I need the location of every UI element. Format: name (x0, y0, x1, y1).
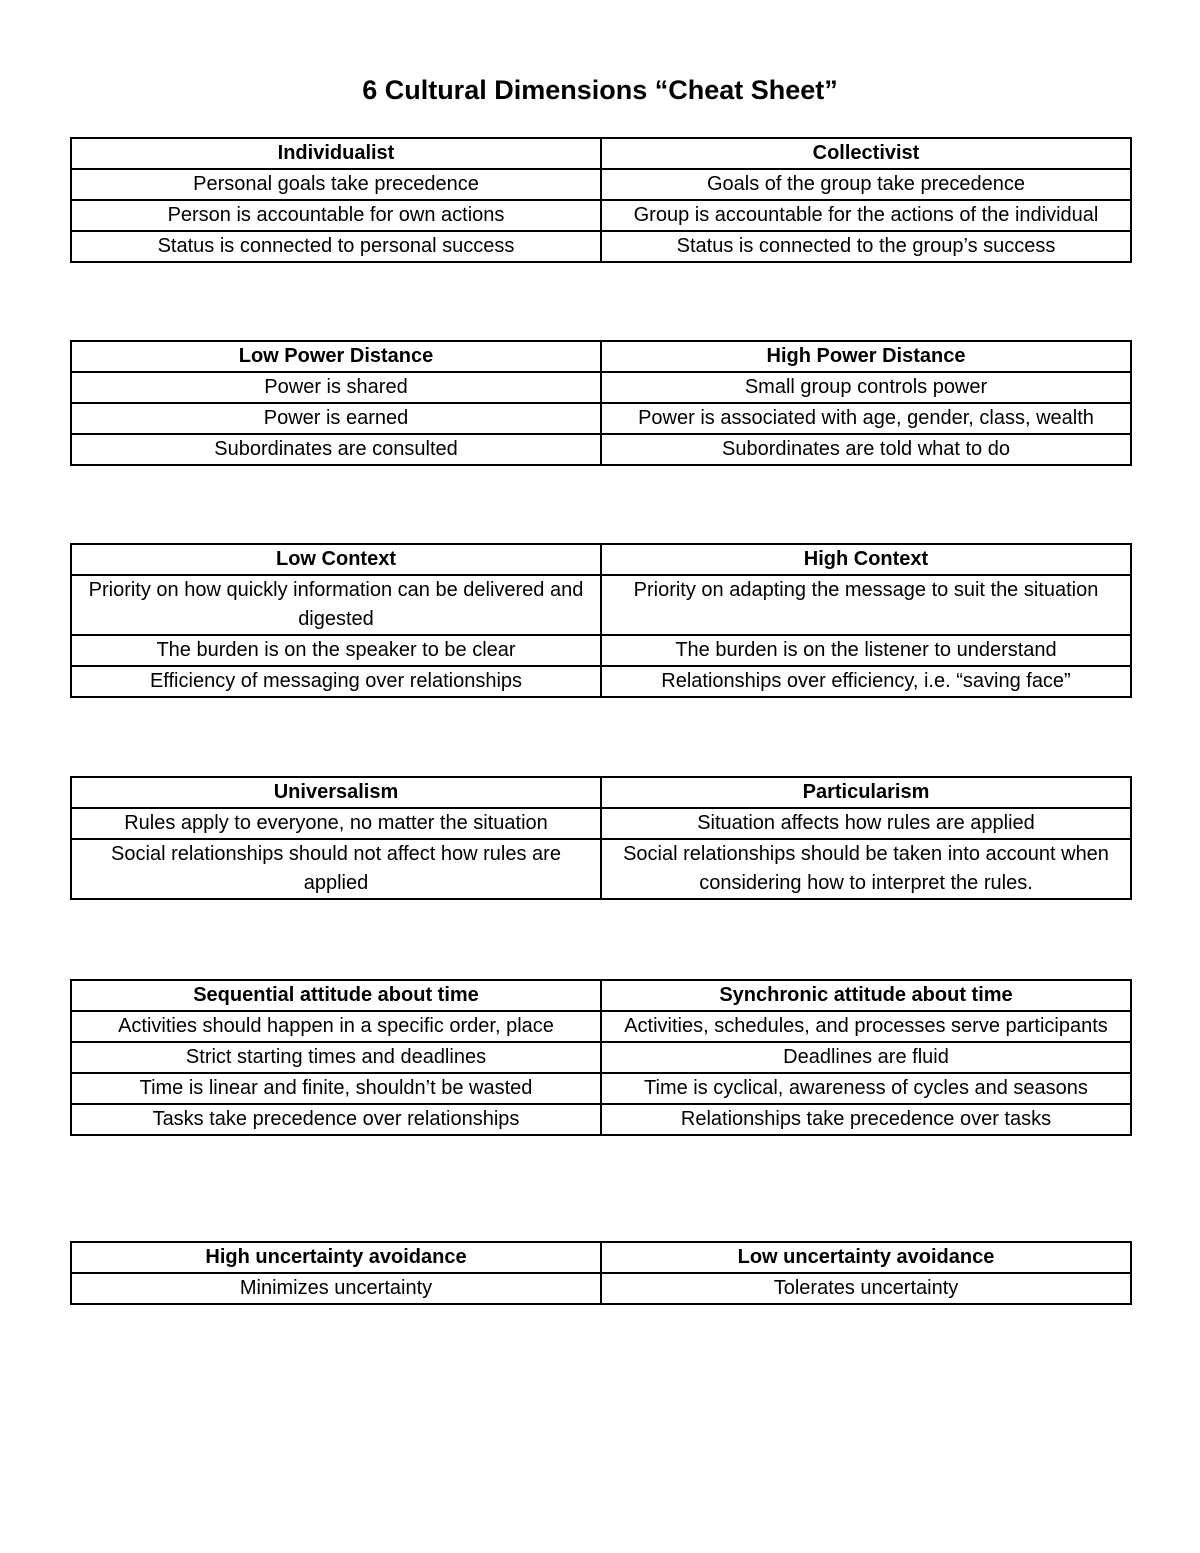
column-header: Synchronic attitude about time (601, 980, 1131, 1011)
table-row (71, 839, 1131, 899)
table-cell: Person is accountable for own actions (71, 200, 601, 231)
dimension-table-context (70, 543, 1132, 698)
column-header: Low Context (71, 544, 601, 575)
table-cell: Efficiency of messaging over relationships (71, 666, 601, 697)
table-cell: Personal goals take precedence (71, 169, 601, 200)
table-row (71, 434, 1131, 465)
table-cell: Time is linear and finite, shouldn’t be wasted (71, 1073, 601, 1104)
column-header: Universalism (71, 777, 601, 808)
column-header: Low Power Distance (71, 341, 601, 372)
table-cell: Status is connected to the group’s success (601, 231, 1131, 262)
table-header-row (71, 544, 1131, 575)
table-cell: Group is accountable for the actions of the individual (601, 200, 1131, 231)
table-row (71, 1011, 1131, 1042)
table-row (71, 169, 1131, 200)
table-cell: Social relationships should not affect how rules are applied (71, 839, 601, 899)
table-header-row (71, 138, 1131, 169)
table-cell: Activities, schedules, and processes serve participants (601, 1011, 1131, 1042)
table-row (71, 666, 1131, 697)
table-row (71, 808, 1131, 839)
table-row (71, 1273, 1131, 1304)
table-header-row (71, 777, 1131, 808)
table-cell: Social relationships should be taken into account when considering how to interpret the rules. (601, 839, 1131, 899)
table-row (71, 403, 1131, 434)
table-cell: Tolerates uncertainty (601, 1273, 1131, 1304)
table-header-row (71, 1242, 1131, 1273)
table-cell: Power is shared (71, 372, 601, 403)
table-cell: Power is associated with age, gender, class, wealth (601, 403, 1131, 434)
table-cell: Situation affects how rules are applied (601, 808, 1131, 839)
table-cell: Strict starting times and deadlines (71, 1042, 601, 1073)
dimension-table-power-distance (70, 340, 1132, 466)
table-row (71, 1042, 1131, 1073)
dimension-table-uncertainty (70, 1241, 1132, 1305)
table-cell: Priority on how quickly information can be delivered and digested (71, 575, 601, 635)
table-cell: Time is cyclical, awareness of cycles and seasons (601, 1073, 1131, 1104)
table-cell: Relationships over efficiency, i.e. “saving face” (601, 666, 1131, 697)
table-cell: Tasks take precedence over relationships (71, 1104, 601, 1135)
table-cell: Activities should happen in a specific order, place (71, 1011, 601, 1042)
column-header: High uncertainty avoidance (71, 1242, 601, 1273)
table-row (71, 635, 1131, 666)
column-header: High Context (601, 544, 1131, 575)
table-cell: Minimizes uncertainty (71, 1273, 601, 1304)
table-cell: Subordinates are told what to do (601, 434, 1131, 465)
column-header: Particularism (601, 777, 1131, 808)
table-cell: The burden is on the listener to understand (601, 635, 1131, 666)
table-header-row (71, 980, 1131, 1011)
table-cell: Goals of the group take precedence (601, 169, 1131, 200)
table-cell: Deadlines are fluid (601, 1042, 1131, 1073)
table-row (71, 372, 1131, 403)
dimension-table-time (70, 979, 1132, 1136)
page-title: 6 Cultural Dimensions “Cheat Sheet” (362, 75, 838, 105)
column-header: High Power Distance (601, 341, 1131, 372)
table-row (71, 231, 1131, 262)
table-cell: Relationships take precedence over tasks (601, 1104, 1131, 1135)
table-header-row (71, 341, 1131, 372)
table-cell: Small group controls power (601, 372, 1131, 403)
table-cell: Subordinates are consulted (71, 434, 601, 465)
column-header: Collectivist (601, 138, 1131, 169)
table-row (71, 575, 1131, 635)
table-row (71, 200, 1131, 231)
table-cell: Priority on adapting the message to suit the situation (601, 575, 1131, 635)
column-header: Sequential attitude about time (71, 980, 601, 1011)
dimension-table-universalism (70, 776, 1132, 900)
table-row (71, 1104, 1131, 1135)
column-header: Individualist (71, 138, 601, 169)
table-cell: Power is earned (71, 403, 601, 434)
column-header: Low uncertainty avoidance (601, 1242, 1131, 1273)
dimension-table-individualism (70, 137, 1132, 263)
table-cell: Status is connected to personal success (71, 231, 601, 262)
table-row (71, 1073, 1131, 1104)
table-cell: Rules apply to everyone, no matter the situation (71, 808, 601, 839)
table-cell: The burden is on the speaker to be clear (71, 635, 601, 666)
